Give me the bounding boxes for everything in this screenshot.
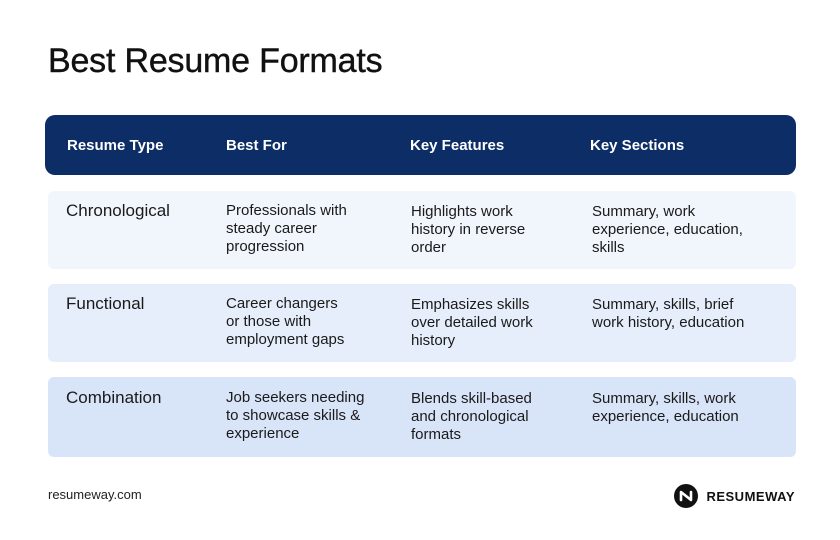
page-title: Best Resume Formats bbox=[48, 42, 383, 80]
table-row bbox=[48, 284, 796, 362]
resumeway-logo-icon bbox=[674, 484, 698, 508]
header-resume-type: Resume Type bbox=[67, 137, 164, 154]
row-best-for: Job seekers needing to showcase skills & experience bbox=[226, 389, 365, 442]
row-type-chronological: Chronological bbox=[66, 201, 170, 220]
table-row bbox=[48, 377, 796, 457]
header-key-features: Key Features bbox=[410, 137, 505, 154]
row-key-sections: Summary, skills, brief work history, education bbox=[592, 296, 745, 331]
row-type-functional: Functional bbox=[66, 294, 145, 313]
row-best-for: Career changers or those with employment gaps bbox=[226, 295, 345, 348]
row-best-for: Professionals with steady career progression bbox=[226, 202, 347, 255]
row-type-combination: Combination bbox=[66, 388, 162, 407]
row-key-features: Blends skill-based and chronological formats bbox=[411, 390, 532, 443]
table-header bbox=[45, 115, 796, 175]
brand-name: RESUMEWAY bbox=[706, 488, 795, 504]
brand-logo bbox=[674, 484, 795, 508]
row-key-sections: Summary, skills, work experience, education bbox=[592, 390, 739, 425]
header-key-sections: Key Sections bbox=[590, 137, 685, 154]
table-row bbox=[48, 191, 796, 269]
header-best-for: Best For bbox=[226, 137, 287, 154]
footer-url: resumeway.com bbox=[48, 487, 142, 502]
row-key-features: Emphasizes skills over detailed work history bbox=[411, 296, 533, 349]
row-key-features: Highlights work history in reverse order bbox=[411, 203, 526, 256]
row-key-sections: Summary, work experience, education, skills bbox=[592, 203, 743, 256]
